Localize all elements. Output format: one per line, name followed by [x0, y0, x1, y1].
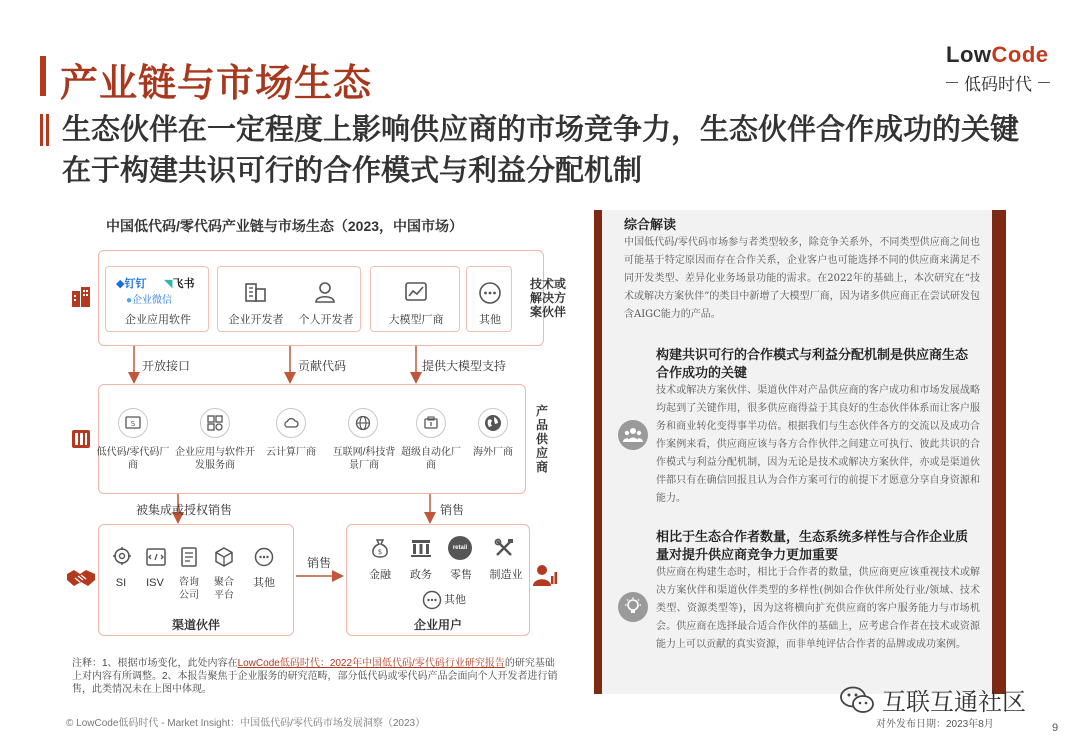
panel-right-bar	[992, 210, 1006, 694]
title-accent-bar	[40, 56, 46, 96]
team-icon	[618, 420, 648, 450]
chart-window-icon	[404, 281, 428, 303]
handshake-icon	[66, 566, 96, 588]
subtitle-accent-bars	[40, 114, 50, 146]
footnote-rest: 的研究基础上对内容有所调整。2、本报告聚焦于企业服务的研究范畴，部分低代码或零代码产品会面向个人开发者进行销售，此类情况未在上图中体现。	[72, 658, 558, 695]
box-llm-vendors	[370, 266, 460, 332]
label-users-other: 其他	[444, 594, 466, 606]
building-icon	[68, 284, 94, 310]
si-icon	[112, 546, 132, 566]
footer-source: © LowCode低码时代 - Market Insight：中国低代码/零代码市场发展洞察（2023）	[66, 718, 426, 729]
footnote-report-link[interactable]: LowCode低码时代：2022年中国低代码/零代码行业研究报告	[237, 658, 505, 669]
manufacturing-icon	[494, 538, 514, 558]
users-more-icon	[422, 590, 442, 610]
label-app-services: 企业应用与软件开发服务商	[175, 447, 255, 471]
label-llm-vendors: 大模型厂商	[388, 314, 444, 326]
label-channel-other: 其他	[253, 577, 275, 589]
world-icon	[478, 408, 508, 438]
enterprise-developer-icon	[244, 281, 268, 303]
user-chart-icon	[532, 562, 558, 588]
label-isv: ISV	[146, 577, 164, 589]
channel-partners-title: 渠道伙伴	[171, 618, 220, 632]
finance-icon	[370, 538, 390, 558]
globe-icon	[348, 408, 378, 438]
feishu-logo: ◥飞书	[164, 278, 195, 290]
logo-subtitle	[946, 70, 1050, 95]
label-finance: 金融	[369, 569, 391, 581]
label-personal-developers: 个人开发者	[298, 314, 354, 326]
panel-intro: 中国低代码/零代码市场参与者类型较多，除竞争关系外，不同类型供应商之间也可能基于特定原因而存在合作关系，企业客户也可能选择不同的供应商来满足不同开发类型、差异化业务场景功能的需求。在2022年的基础上，本次研究在“技术或解决方案伙伴”的类目中新增了大模型厂商，因为诸多供应商正在尝试研发包含AIGC能力的产品。	[624, 237, 980, 320]
label-lowcode-vendors: 低代码/零代码厂商	[96, 447, 170, 471]
channel-more-icon	[254, 547, 274, 567]
label-si: SI	[115, 577, 127, 589]
page-subtitle: 生态伙伴在一定程度上影响供应商的市场竞争力，生态伙伴合作成功的关键在于构建共识可行的合作模式与利益分配机制	[62, 114, 1020, 187]
footnote	[72, 657, 562, 696]
label-consulting: 咨询公司	[179, 577, 199, 601]
label-government: 政务	[410, 569, 432, 581]
channel-to-users-arrow	[294, 570, 346, 582]
label-internet-vendors: 互联网/科技背景厂商	[332, 447, 396, 471]
arrow-label-llm-support: 提供大模型支持	[422, 359, 507, 373]
page-number: 9	[1052, 722, 1059, 734]
cloud-icon	[276, 408, 306, 438]
dingtalk-logo: ◆钉钉	[116, 278, 147, 290]
panel-heading: 综合解读	[624, 217, 677, 232]
arrow-label-channel-sales: 销售	[307, 556, 332, 570]
panel-section2-text: 供应商在构建生态时，相比于合作者的数量，供应商更应该重视技术或解决方案伙伴和渠道伙伴类型的多样性(例如合作伙伴所处行业/领域、技术类型、资源类型等)，因为这将横向扩充供应商的客户服务能力与市场机会。供应商在选择最合适合作伙伴的基础上，应考虑合作者在技术或资源能力上可以贡献的真实资源，而非单纯评估合作者的品牌或成功案例。	[656, 567, 980, 650]
arrow-label-contribute-code: 贡献代码	[298, 359, 347, 373]
label-enterprise-apps: 企业应用软件	[125, 314, 191, 326]
more-icon	[478, 281, 502, 305]
label-enterprise-developers: 企业开发者	[228, 314, 284, 326]
server-icon	[68, 426, 94, 452]
wechat-watermark	[840, 682, 1026, 717]
wecom-logo: ●企业微信	[126, 295, 173, 306]
panel-section2-title: 相比于生态合作者数量，生态系统多样性与合作企业质量对提升供应商竞争力更加重要	[656, 529, 969, 562]
box-other-partners	[466, 266, 512, 332]
release-date: 对外发布日期：2023年8月	[876, 719, 994, 730]
box-enterprise-apps	[105, 266, 209, 332]
svg-text:S: S	[130, 420, 136, 428]
label-retail: 零售	[450, 569, 472, 581]
wechat-icon	[840, 686, 874, 714]
tier-label-tech-partners: 技术或解决方案伙伴	[530, 277, 567, 319]
arrow-label-sales: 销售	[440, 503, 465, 517]
app-services-icon	[200, 408, 230, 438]
logo-wordmark: LowCode	[946, 42, 1049, 67]
enterprise-users-title: 企业用户	[413, 618, 462, 632]
arrow-label-integration-sales: 被集成或授权销售	[136, 503, 233, 517]
label-aggregation-platform: 聚合平台	[214, 577, 234, 601]
label-overseas-vendors: 海外厂商	[473, 447, 513, 458]
government-icon	[410, 538, 432, 558]
label-cloud-vendors: 云计算厂商	[266, 447, 316, 458]
label-manufacturing: 制造业	[489, 569, 523, 581]
diagram-title: 中国低代码/零代码产业链与市场生态（2023，中国市场）	[106, 218, 464, 234]
consulting-icon	[180, 547, 198, 567]
personal-developer-icon	[314, 281, 336, 303]
idea-icon	[618, 592, 648, 622]
panel-left-bar	[594, 210, 602, 694]
tier-label-vendors: 产品供应商	[536, 404, 549, 474]
watermark-text: 互联互通社区	[882, 689, 1026, 716]
lowcode-vendor-icon	[118, 408, 148, 438]
logo-subtitle-text: 低码时代	[964, 75, 1032, 94]
platform-icon	[214, 547, 234, 567]
arrow-label-open-api: 开放接口	[142, 359, 191, 373]
automation-icon	[416, 408, 446, 438]
isv-icon	[146, 548, 166, 566]
label-other-partners: 其他	[479, 314, 501, 326]
middle-tier-frame	[98, 384, 526, 494]
svg-text:$: $	[377, 548, 383, 556]
page-title: 产业链与市场生态	[60, 63, 373, 105]
panel-section1-text: 技术或解决方案伙伴、渠道伙伴对产品供应商的客户成功和市场发展战略均起到了关键作用，很多供应商得益于其良好的生态伙伴体系而让客户服务和商业转化变得事半功倍。根据我们与生态伙伴各方的交流以及成功合作案例来看，供应商应该与各方合作伙伴之间建立可执行、彼此共识的合作模式与利益分配机制，因为无论是技术或解决方案伙伴，亦或是渠道伙伴都只有在确信回报且认为合作方案可行的前提下才愿意分享自身资源和能力。	[656, 385, 980, 504]
retail-icon: retail	[448, 536, 472, 560]
panel-section1-title: 构建共识可行的合作模式与利益分配机制是供应商生态合作成功的关键	[656, 347, 969, 380]
label-automation-vendors: 超级自动化厂商	[401, 447, 461, 471]
box-developers	[217, 266, 361, 332]
footnote-prefix: 注释：1、根据市场变化，此处内容在	[72, 658, 238, 669]
